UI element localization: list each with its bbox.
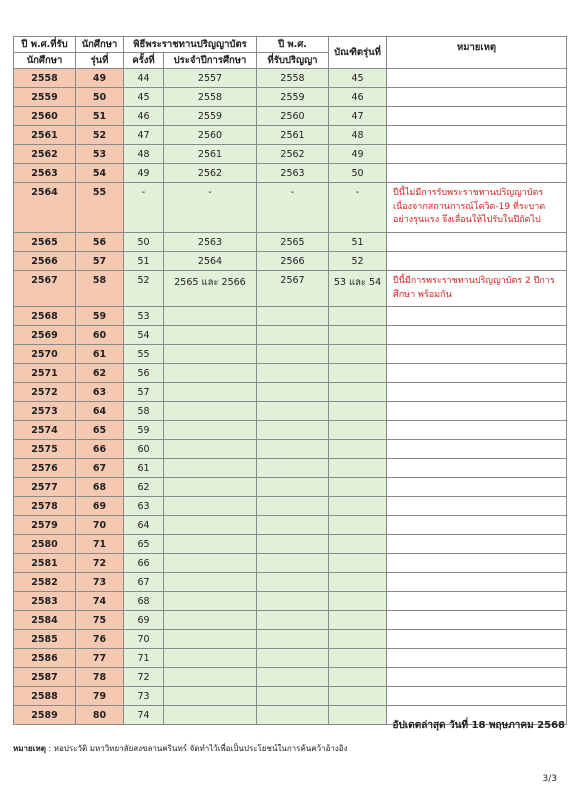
cell-ceremony-year bbox=[164, 611, 257, 630]
cell-cohort: 64 bbox=[76, 402, 124, 421]
cell-ceremony-year bbox=[164, 402, 257, 421]
cell-ceremony-year bbox=[164, 307, 257, 326]
cell-admit-year: 2570 bbox=[14, 345, 76, 364]
cell-ceremony-year bbox=[164, 516, 257, 535]
cell-grad-cohort bbox=[329, 516, 387, 535]
cell-remarks bbox=[387, 107, 567, 126]
table-row bbox=[14, 592, 567, 611]
cell-cohort: 71 bbox=[76, 535, 124, 554]
cell-cohort: 80 bbox=[76, 706, 124, 725]
cell-cohort: 51 bbox=[76, 107, 124, 126]
cell-cohort: 52 bbox=[76, 126, 124, 145]
page-number: 3/3 bbox=[542, 774, 557, 784]
cell-cohort: 72 bbox=[76, 554, 124, 573]
cell-ceremony-no: 47 bbox=[124, 126, 164, 145]
cell-cohort: 55 bbox=[76, 183, 124, 233]
cell-admit-year: 2580 bbox=[14, 535, 76, 554]
cell-admit-year: 2589 bbox=[14, 706, 76, 725]
cell-grad-cohort bbox=[329, 345, 387, 364]
cell-ceremony-year: 2561 bbox=[164, 145, 257, 164]
cell-cohort: 63 bbox=[76, 383, 124, 402]
cell-ceremony-year bbox=[164, 592, 257, 611]
cell-ceremony-no: 69 bbox=[124, 611, 164, 630]
table-row bbox=[14, 516, 567, 535]
cell-grad-year bbox=[257, 326, 329, 345]
cell-grad-year: 2566 bbox=[257, 252, 329, 271]
cell-grad-year bbox=[257, 573, 329, 592]
cell-cohort: 57 bbox=[76, 252, 124, 271]
table-row bbox=[14, 69, 567, 88]
cell-cohort: 77 bbox=[76, 649, 124, 668]
cell-grad-cohort bbox=[329, 668, 387, 687]
cell-ceremony-year: 2563 bbox=[164, 233, 257, 252]
cell-admit-year: 2562 bbox=[14, 145, 76, 164]
cell-ceremony-no: 52 bbox=[124, 271, 164, 307]
cell-grad-cohort bbox=[329, 326, 387, 345]
cell-grad-year: 2567 bbox=[257, 271, 329, 307]
cell-ceremony-no: 66 bbox=[124, 554, 164, 573]
cell-ceremony-year bbox=[164, 421, 257, 440]
cell-ceremony-year: - bbox=[164, 183, 257, 233]
cell-ceremony-no: - bbox=[124, 183, 164, 233]
cell-grad-cohort: 47 bbox=[329, 107, 387, 126]
cell-admit-year: 2573 bbox=[14, 402, 76, 421]
header-admit-year-sub: นักศึกษา bbox=[14, 53, 76, 69]
cell-ceremony-no: 57 bbox=[124, 383, 164, 402]
cell-admit-year: 2587 bbox=[14, 668, 76, 687]
cell-grad-cohort bbox=[329, 402, 387, 421]
cell-admit-year: 2586 bbox=[14, 649, 76, 668]
table-row bbox=[14, 573, 567, 592]
cell-admit-year: 2572 bbox=[14, 383, 76, 402]
cell-remarks bbox=[387, 233, 567, 252]
cell-remarks bbox=[387, 364, 567, 383]
table-row bbox=[14, 383, 567, 402]
cell-admit-year: 2564 bbox=[14, 183, 76, 233]
table-row bbox=[14, 233, 567, 252]
cell-grad-year bbox=[257, 497, 329, 516]
cell-cohort: 75 bbox=[76, 611, 124, 630]
cell-grad-cohort: 53 และ 54 bbox=[329, 271, 387, 307]
cell-ceremony-no: 53 bbox=[124, 307, 164, 326]
cell-ceremony-year bbox=[164, 630, 257, 649]
cell-cohort: 60 bbox=[76, 326, 124, 345]
cell-admit-year: 2561 bbox=[14, 126, 76, 145]
cell-grad-cohort bbox=[329, 573, 387, 592]
cell-grad-cohort bbox=[329, 383, 387, 402]
cell-remarks bbox=[387, 516, 567, 535]
cell-cohort: 54 bbox=[76, 164, 124, 183]
table-row bbox=[14, 307, 567, 326]
cell-ceremony-year bbox=[164, 649, 257, 668]
cell-remarks bbox=[387, 145, 567, 164]
table-body bbox=[14, 69, 567, 725]
cell-ceremony-year: 2560 bbox=[164, 126, 257, 145]
cell-ceremony-no: 72 bbox=[124, 668, 164, 687]
cell-grad-year bbox=[257, 440, 329, 459]
cell-admit-year: 2575 bbox=[14, 440, 76, 459]
cell-ceremony-year bbox=[164, 478, 257, 497]
cell-grad-year bbox=[257, 687, 329, 706]
cell-admit-year: 2576 bbox=[14, 459, 76, 478]
cell-grad-cohort bbox=[329, 364, 387, 383]
cell-admit-year: 2574 bbox=[14, 421, 76, 440]
cell-cohort: 65 bbox=[76, 421, 124, 440]
cell-admit-year: 2583 bbox=[14, 592, 76, 611]
cell-remarks bbox=[387, 88, 567, 107]
cell-ceremony-year: 2562 bbox=[164, 164, 257, 183]
cell-admit-year: 2559 bbox=[14, 88, 76, 107]
cell-remarks bbox=[387, 440, 567, 459]
cell-ceremony-year bbox=[164, 687, 257, 706]
cell-ceremony-no: 59 bbox=[124, 421, 164, 440]
cell-admit-year: 2568 bbox=[14, 307, 76, 326]
cell-ceremony-year bbox=[164, 706, 257, 725]
cell-ceremony-no: 49 bbox=[124, 164, 164, 183]
cell-grad-cohort: - bbox=[329, 183, 387, 233]
cell-ceremony-no: 63 bbox=[124, 497, 164, 516]
cell-cohort: 66 bbox=[76, 440, 124, 459]
cell-grad-year bbox=[257, 383, 329, 402]
cell-remarks bbox=[387, 611, 567, 630]
cell-remarks bbox=[387, 307, 567, 326]
footnote bbox=[13, 742, 348, 755]
cell-admit-year: 2578 bbox=[14, 497, 76, 516]
cell-admit-year: 2558 bbox=[14, 69, 76, 88]
cell-cohort: 49 bbox=[76, 69, 124, 88]
table-row bbox=[14, 440, 567, 459]
cell-ceremony-year bbox=[164, 440, 257, 459]
cell-ceremony-no: 65 bbox=[124, 535, 164, 554]
graduation-table bbox=[13, 36, 567, 725]
table-row bbox=[14, 164, 567, 183]
cell-cohort: 58 bbox=[76, 271, 124, 307]
cell-ceremony-no: 45 bbox=[124, 88, 164, 107]
cell-grad-cohort bbox=[329, 497, 387, 516]
cell-cohort: 67 bbox=[76, 459, 124, 478]
cell-cohort: 74 bbox=[76, 592, 124, 611]
header-grad-year-sub: ที่รับปริญญา bbox=[257, 53, 329, 69]
table-row bbox=[14, 345, 567, 364]
cell-grad-cohort bbox=[329, 478, 387, 497]
cell-grad-cohort: 52 bbox=[329, 252, 387, 271]
cell-ceremony-no: 51 bbox=[124, 252, 164, 271]
cell-grad-year bbox=[257, 364, 329, 383]
cell-cohort: 79 bbox=[76, 687, 124, 706]
cell-remarks bbox=[387, 668, 567, 687]
cell-remarks bbox=[387, 421, 567, 440]
table-row bbox=[14, 459, 567, 478]
cell-ceremony-year bbox=[164, 554, 257, 573]
cell-ceremony-no: 62 bbox=[124, 478, 164, 497]
header-row-1 bbox=[14, 37, 567, 53]
cell-ceremony-no: 46 bbox=[124, 107, 164, 126]
table-row bbox=[14, 554, 567, 573]
header-admit-year: ปี พ.ศ.ที่รับ bbox=[14, 37, 76, 53]
cell-grad-year bbox=[257, 554, 329, 573]
cell-remarks bbox=[387, 252, 567, 271]
cell-admit-year: 2584 bbox=[14, 611, 76, 630]
cell-admit-year: 2560 bbox=[14, 107, 76, 126]
cell-ceremony-no: 50 bbox=[124, 233, 164, 252]
cell-ceremony-year bbox=[164, 326, 257, 345]
cell-grad-cohort bbox=[329, 706, 387, 725]
cell-grad-year bbox=[257, 459, 329, 478]
cell-grad-year bbox=[257, 592, 329, 611]
cell-grad-cohort: 46 bbox=[329, 88, 387, 107]
cell-cohort: 62 bbox=[76, 364, 124, 383]
cell-grad-year bbox=[257, 307, 329, 326]
cell-grad-cohort: 51 bbox=[329, 233, 387, 252]
table-row bbox=[14, 687, 567, 706]
cell-remarks bbox=[387, 69, 567, 88]
cell-remarks bbox=[387, 535, 567, 554]
table-row bbox=[14, 649, 567, 668]
cell-admit-year: 2577 bbox=[14, 478, 76, 497]
cell-admit-year: 2585 bbox=[14, 630, 76, 649]
cell-remarks bbox=[387, 345, 567, 364]
table-row bbox=[14, 145, 567, 164]
table-row bbox=[14, 497, 567, 516]
cell-grad-year bbox=[257, 535, 329, 554]
cell-ceremony-no: 73 bbox=[124, 687, 164, 706]
cell-remarks bbox=[387, 459, 567, 478]
header-ceremony-year: ประจำปีการศึกษา bbox=[164, 53, 257, 69]
cell-grad-year bbox=[257, 668, 329, 687]
cell-grad-year bbox=[257, 706, 329, 725]
cell-cohort: 53 bbox=[76, 145, 124, 164]
table-row bbox=[14, 271, 567, 307]
cell-cohort: 50 bbox=[76, 88, 124, 107]
cell-grad-year bbox=[257, 402, 329, 421]
header-remarks: หมายเหตุ bbox=[387, 37, 567, 69]
cell-ceremony-year bbox=[164, 345, 257, 364]
cell-grad-cohort: 48 bbox=[329, 126, 387, 145]
cell-grad-year bbox=[257, 421, 329, 440]
cell-remarks bbox=[387, 573, 567, 592]
cell-ceremony-no: 55 bbox=[124, 345, 164, 364]
cell-remarks: ปีนี้ไม่มีการรับพระราชทานปริญญาบัตร เนื่องจากสถานการณ์โควิด-19 ที่ระบาดอย่างรุนแรง จึงเลื่อนให้ไปรับในปีถัดไป bbox=[387, 183, 567, 233]
cell-ceremony-no: 68 bbox=[124, 592, 164, 611]
cell-admit-year: 2588 bbox=[14, 687, 76, 706]
cell-grad-year bbox=[257, 516, 329, 535]
cell-remarks bbox=[387, 497, 567, 516]
table-row bbox=[14, 421, 567, 440]
table-row bbox=[14, 402, 567, 421]
cell-remarks bbox=[387, 554, 567, 573]
cell-cohort: 68 bbox=[76, 478, 124, 497]
cell-remarks bbox=[387, 630, 567, 649]
cell-grad-year bbox=[257, 649, 329, 668]
footnote-text: : หอประวัติ มหาวิทยาลัยสงขลานครินทร์ จัดทำไว้เพื่อเป็นประโยชน์ในการค้นคว้าอ้างอิง bbox=[45, 744, 348, 753]
cell-ceremony-no: 74 bbox=[124, 706, 164, 725]
cell-admit-year: 2569 bbox=[14, 326, 76, 345]
cell-ceremony-no: 71 bbox=[124, 649, 164, 668]
cell-cohort: 69 bbox=[76, 497, 124, 516]
table-row bbox=[14, 88, 567, 107]
header-grad-cohort: บัณฑิตรุ่นที่ bbox=[329, 37, 387, 69]
cell-grad-cohort bbox=[329, 307, 387, 326]
header-ceremony: พิธีพระราชทานปริญญาบัตร bbox=[124, 37, 257, 53]
table-row bbox=[14, 326, 567, 345]
cell-grad-cohort bbox=[329, 535, 387, 554]
table-row bbox=[14, 364, 567, 383]
cell-admit-year: 2582 bbox=[14, 573, 76, 592]
cell-grad-year: 2558 bbox=[257, 69, 329, 88]
cell-remarks bbox=[387, 326, 567, 345]
cell-grad-cohort bbox=[329, 459, 387, 478]
cell-remarks bbox=[387, 402, 567, 421]
cell-ceremony-year bbox=[164, 573, 257, 592]
cell-cohort: 70 bbox=[76, 516, 124, 535]
cell-grad-year: 2561 bbox=[257, 126, 329, 145]
cell-ceremony-no: 67 bbox=[124, 573, 164, 592]
cell-admit-year: 2565 bbox=[14, 233, 76, 252]
cell-ceremony-no: 44 bbox=[124, 69, 164, 88]
cell-grad-cohort: 45 bbox=[329, 69, 387, 88]
cell-grad-year: 2563 bbox=[257, 164, 329, 183]
cell-grad-year: - bbox=[257, 183, 329, 233]
cell-grad-cohort bbox=[329, 649, 387, 668]
cell-ceremony-no: 58 bbox=[124, 402, 164, 421]
cell-grad-cohort: 49 bbox=[329, 145, 387, 164]
table-row bbox=[14, 252, 567, 271]
table-row bbox=[14, 183, 567, 233]
cell-ceremony-no: 56 bbox=[124, 364, 164, 383]
header-cohort-sub: รุ่นที่ bbox=[76, 53, 124, 69]
cell-ceremony-year bbox=[164, 535, 257, 554]
cell-grad-cohort bbox=[329, 611, 387, 630]
table-row bbox=[14, 611, 567, 630]
cell-ceremony-year bbox=[164, 364, 257, 383]
cell-admit-year: 2581 bbox=[14, 554, 76, 573]
cell-remarks bbox=[387, 383, 567, 402]
cell-remarks bbox=[387, 592, 567, 611]
cell-remarks bbox=[387, 478, 567, 497]
cell-grad-year bbox=[257, 478, 329, 497]
table-row bbox=[14, 126, 567, 145]
cell-ceremony-no: 61 bbox=[124, 459, 164, 478]
cell-remarks: ปีนี้มีการพระราชทานปริญญาบัตร 2 ปีการศึกษา พร้อมกัน bbox=[387, 271, 567, 307]
cell-ceremony-year bbox=[164, 459, 257, 478]
cell-ceremony-year bbox=[164, 497, 257, 516]
cell-grad-cohort bbox=[329, 554, 387, 573]
table-row bbox=[14, 630, 567, 649]
last-updated: อัปเดตล่าสุด วันที่ 18 พฤษภาคม 2568 bbox=[392, 720, 565, 731]
table-row bbox=[14, 668, 567, 687]
cell-ceremony-no: 48 bbox=[124, 145, 164, 164]
cell-ceremony-year: 2565 และ 2566 bbox=[164, 271, 257, 307]
cell-ceremony-year: 2557 bbox=[164, 69, 257, 88]
cell-ceremony-year: 2559 bbox=[164, 107, 257, 126]
cell-grad-cohort: 50 bbox=[329, 164, 387, 183]
cell-remarks bbox=[387, 164, 567, 183]
cell-remarks bbox=[387, 126, 567, 145]
cell-grad-cohort bbox=[329, 592, 387, 611]
cell-ceremony-year: 2564 bbox=[164, 252, 257, 271]
footnote-label: หมายเหตุ bbox=[13, 744, 46, 753]
cell-remarks bbox=[387, 687, 567, 706]
cell-cohort: 59 bbox=[76, 307, 124, 326]
cell-admit-year: 2563 bbox=[14, 164, 76, 183]
cell-grad-year: 2560 bbox=[257, 107, 329, 126]
cell-ceremony-no: 54 bbox=[124, 326, 164, 345]
cell-ceremony-year bbox=[164, 668, 257, 687]
cell-admit-year: 2566 bbox=[14, 252, 76, 271]
cell-cohort: 76 bbox=[76, 630, 124, 649]
cell-grad-year bbox=[257, 345, 329, 364]
cell-ceremony-no: 70 bbox=[124, 630, 164, 649]
cell-grad-cohort bbox=[329, 440, 387, 459]
cell-ceremony-no: 60 bbox=[124, 440, 164, 459]
cell-grad-year bbox=[257, 611, 329, 630]
cell-grad-year: 2562 bbox=[257, 145, 329, 164]
cell-grad-cohort bbox=[329, 421, 387, 440]
table-row bbox=[14, 535, 567, 554]
cell-grad-year bbox=[257, 630, 329, 649]
cell-admit-year: 2567 bbox=[14, 271, 76, 307]
cell-admit-year: 2579 bbox=[14, 516, 76, 535]
cell-ceremony-year: 2558 bbox=[164, 88, 257, 107]
cell-admit-year: 2571 bbox=[14, 364, 76, 383]
table-row bbox=[14, 478, 567, 497]
header-ceremony-no: ครั้งที่ bbox=[124, 53, 164, 69]
table-row bbox=[14, 107, 567, 126]
cell-grad-year: 2565 bbox=[257, 233, 329, 252]
cell-cohort: 56 bbox=[76, 233, 124, 252]
cell-remarks bbox=[387, 649, 567, 668]
cell-cohort: 73 bbox=[76, 573, 124, 592]
cell-ceremony-year bbox=[164, 383, 257, 402]
cell-ceremony-no: 64 bbox=[124, 516, 164, 535]
cell-cohort: 61 bbox=[76, 345, 124, 364]
header-grad-year: ปี พ.ศ. bbox=[257, 37, 329, 53]
cell-cohort: 78 bbox=[76, 668, 124, 687]
cell-grad-cohort bbox=[329, 630, 387, 649]
header-cohort: นักศึกษา bbox=[76, 37, 124, 53]
cell-grad-cohort bbox=[329, 687, 387, 706]
cell-grad-year: 2559 bbox=[257, 88, 329, 107]
